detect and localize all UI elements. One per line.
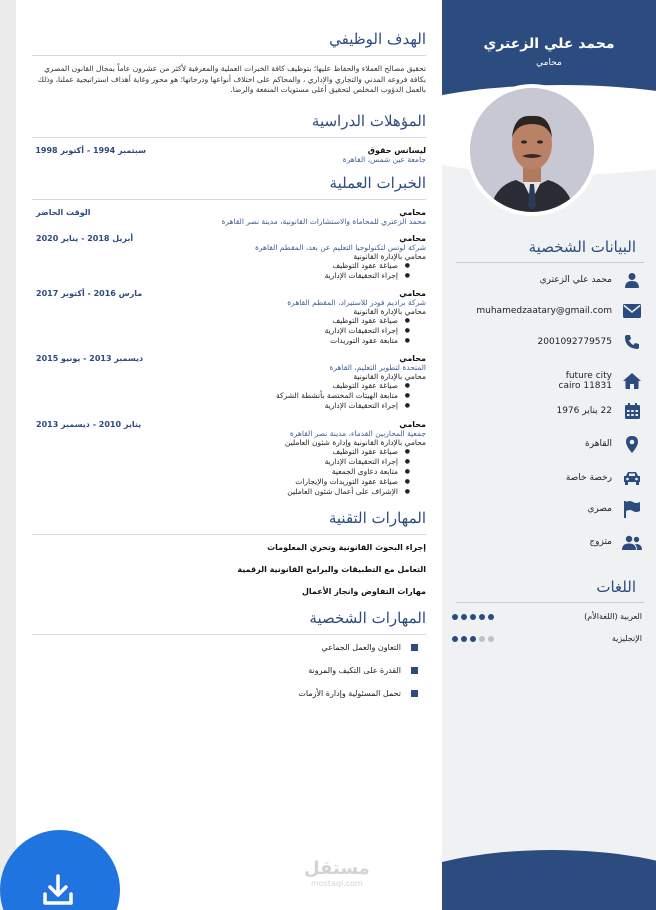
profile-role: محامي bbox=[536, 58, 562, 68]
sidebar-footer-band bbox=[442, 850, 656, 910]
language-name: الإنجليزية bbox=[611, 634, 642, 643]
personal-skills-heading: المهارات الشخصية bbox=[32, 609, 426, 635]
personal-info-text bbox=[476, 306, 612, 316]
experience-date: يناير 2010 - ديسمبر 2013 bbox=[36, 419, 142, 429]
experience-entry bbox=[32, 208, 426, 226]
duty-item: ● صياغة عقود التوظيف bbox=[146, 261, 398, 271]
duty-item: ● إجراء التحقيقات الإدارية bbox=[146, 457, 398, 467]
experience-title: محامي bbox=[399, 354, 426, 364]
experience-entry-body bbox=[146, 234, 426, 281]
experience-position: محامي بالإدارة القانونية وإدارة شئون العاملين bbox=[284, 437, 426, 447]
experience-duties bbox=[146, 261, 398, 281]
experience-title: محامي bbox=[399, 419, 426, 429]
experience-duties bbox=[146, 381, 398, 411]
experience-entry-body bbox=[146, 208, 426, 226]
main-column bbox=[16, 0, 442, 910]
personal-info-line: 22 يناير 1976 bbox=[556, 406, 612, 416]
experience-title: محامي bbox=[399, 233, 426, 243]
experience-date: ديسمبر 2013 - يونيو 2015 bbox=[36, 354, 144, 364]
personal-info-line: 2001092779575 bbox=[537, 337, 612, 347]
experience-entry-body bbox=[146, 354, 426, 411]
education-date: سبتمبر 1994 - أكتوبر 1998 bbox=[35, 145, 146, 155]
duty-item: ● متابعة الهيئات المختصة بأنشطة الشركة bbox=[146, 391, 398, 401]
experience-company: شركة براديم فودز للاستيراد، المقطم القاهرة bbox=[287, 297, 426, 307]
experience-entry bbox=[32, 234, 426, 281]
sidebar bbox=[442, 0, 656, 910]
duty-item: ● إجراء التحقيقات الإدارية bbox=[146, 326, 398, 336]
home-icon bbox=[622, 371, 642, 391]
personal-info-row bbox=[456, 328, 642, 356]
level-dot bbox=[488, 636, 494, 642]
duty-item: ● إجراء التحقيقات الإدارية bbox=[146, 401, 398, 411]
experience-duties bbox=[146, 447, 398, 498]
tech-skills-list bbox=[32, 543, 426, 596]
phone-icon bbox=[622, 332, 642, 352]
person-icon bbox=[622, 270, 642, 290]
experience-company: شركة لوتس لتكنولوجيا التعليم عن بعد، المقطم القاهرة bbox=[254, 242, 426, 252]
duty-item: ● متابعة عقود التوريدات bbox=[146, 336, 398, 346]
personal-skill-item bbox=[32, 643, 418, 652]
personal-skill-label: تحمل المسئولية وإدارة الأزمات bbox=[298, 689, 401, 699]
personal-info-row bbox=[456, 464, 642, 492]
level-dot bbox=[479, 636, 485, 642]
experience-position: محامي بالإدارة القانونية bbox=[353, 251, 426, 261]
experience-entry-body bbox=[146, 420, 426, 498]
duty-item: ● متابعة دعاوى الجمعية bbox=[146, 467, 398, 477]
level-dot bbox=[452, 636, 458, 642]
level-dot bbox=[461, 614, 467, 620]
personal-skill-item bbox=[32, 666, 418, 675]
experience-date: الوقت الحاضر bbox=[36, 207, 91, 217]
experience-company: محمد الزعتري للمحاماة والاستشارات القانونية، مدينة نصر القاهرة bbox=[221, 216, 426, 226]
profile-photo bbox=[466, 84, 598, 216]
language-level-dots bbox=[452, 614, 494, 620]
experience-date: أبريل 2018 - يناير 2020 bbox=[36, 233, 134, 243]
personal-info-text bbox=[566, 473, 612, 483]
personal-skill-item bbox=[32, 689, 418, 698]
language-row bbox=[452, 612, 642, 621]
personal-info-row bbox=[456, 364, 642, 398]
personal-info-text bbox=[589, 537, 612, 547]
personal-info-text bbox=[585, 439, 612, 449]
users-icon bbox=[622, 532, 642, 552]
level-dot bbox=[488, 614, 494, 620]
experience-company: المتحدة لتطوير التعليم، القاهرة bbox=[329, 363, 426, 373]
cv-page bbox=[16, 0, 656, 910]
personal-info-text bbox=[587, 504, 612, 514]
download-icon bbox=[40, 872, 76, 908]
car-icon bbox=[622, 468, 642, 488]
personal-info-line: القاهرة bbox=[585, 439, 612, 449]
experience-entry-body bbox=[146, 289, 426, 346]
personal-skills-list bbox=[32, 643, 426, 698]
experience-entry bbox=[32, 420, 426, 498]
personal-info-line-2: 11831 cairo bbox=[558, 381, 612, 391]
duty-item: ● الإشراف على أعمال شئون العاملين bbox=[146, 487, 398, 497]
tech-skills-heading: المهارات التقنية bbox=[32, 509, 426, 535]
flag-icon bbox=[622, 499, 642, 519]
personal-skill-label: التعاون والعمل الجماعي bbox=[321, 643, 401, 653]
duty-item: ● صياغة عقود التوريدات والإيجارات bbox=[146, 477, 398, 487]
duty-item: ● صياغة عقود التوظيف bbox=[146, 316, 398, 326]
personal-info-row bbox=[456, 266, 642, 294]
education-entry bbox=[32, 146, 426, 164]
languages-divider bbox=[456, 602, 644, 603]
languages-heading: اللغات bbox=[596, 578, 636, 596]
personal-info-line: رخصة خاصة bbox=[565, 473, 612, 483]
personal-info-line: muhamedzaatary@gmail.com bbox=[476, 306, 612, 316]
experience-duties bbox=[146, 316, 398, 346]
personal-info-row bbox=[456, 297, 642, 325]
duty-item: ● إجراء التحقيقات الإدارية bbox=[146, 271, 398, 281]
personal-info-heading: البيانات الشخصية bbox=[528, 238, 636, 256]
watermark-brand: مستقل bbox=[304, 858, 370, 879]
mostaql-watermark bbox=[304, 858, 370, 888]
level-dot bbox=[479, 614, 485, 620]
location-pin-icon bbox=[622, 434, 642, 454]
duty-item: ● صياغة عقود التوظيف bbox=[146, 381, 398, 391]
experience-entry bbox=[32, 289, 426, 346]
personal-info-divider bbox=[456, 262, 644, 263]
personal-info-row bbox=[456, 495, 642, 523]
personal-info-text bbox=[556, 406, 612, 416]
personal-info-row bbox=[456, 528, 642, 556]
calendar-icon bbox=[622, 401, 642, 421]
education-degree: ليسانس حقوق bbox=[367, 145, 426, 155]
language-row bbox=[452, 634, 642, 643]
level-dot bbox=[470, 636, 476, 642]
personal-info-text bbox=[538, 337, 612, 347]
experience-date: مارس 2016 - أكتوبر 2017 bbox=[36, 288, 143, 298]
experience-position: محامي بالإدارة القانونية bbox=[353, 306, 426, 316]
level-dot bbox=[461, 636, 467, 642]
mail-icon bbox=[622, 301, 642, 321]
experience-title: محامي bbox=[399, 288, 426, 298]
language-name: العربية (اللغةالأم) bbox=[584, 612, 642, 621]
objective-text: تحقيق مصالح العملاء والحفاظ عليها؛ بتوظيف كافة الخبرات العملية والمعرفية لأكثر من عشرون عاماً بمجال القانون المصري بكافة فروعه المدني والتجاري والإداري ، والمحاكم على اختلاف أنواعها ودرجاتها؛ هو محور وغاية أهداف استراتيجية عملنا، وذلك بالعمل الدؤوب المخلص لتحقيق أعلى مستويات المنفعة والرضا. bbox=[37, 64, 426, 94]
personal-info-text bbox=[559, 371, 613, 391]
level-dot bbox=[470, 614, 476, 620]
education-heading: المؤهلات الدراسية bbox=[32, 112, 426, 138]
bullet-square-icon bbox=[411, 667, 418, 674]
tech-skill-item: التعامل مع التطبيقات والبرامج القانونية الرقمية bbox=[237, 565, 426, 575]
education-list bbox=[32, 146, 426, 164]
experience-company: جمعية المحاربين القدماء، مدينة نصر القاهرة bbox=[289, 428, 426, 438]
personal-info-line: مصري bbox=[587, 504, 612, 514]
watermark-domain: mostaql.com bbox=[311, 879, 363, 888]
personal-info-line: محمد علي الزعتري bbox=[539, 275, 612, 285]
objective-heading: الهدف الوظيفي bbox=[32, 30, 426, 56]
level-dot bbox=[452, 614, 458, 620]
bullet-square-icon bbox=[411, 690, 418, 697]
tech-skill-item: مهارات التفاوض وانجاز الأعمال bbox=[301, 587, 426, 597]
experience-title: محامي bbox=[399, 207, 426, 217]
experience-position: محامي بالإدارة القانونية bbox=[353, 372, 426, 382]
tech-skill-item: إجراء البحوث القانونية وتحري المعلومات bbox=[267, 543, 426, 553]
personal-info-line: future city bbox=[565, 371, 612, 381]
language-level-dots bbox=[452, 636, 494, 642]
personal-info-row bbox=[456, 430, 642, 458]
experience-list bbox=[32, 208, 426, 498]
bullet-square-icon bbox=[411, 644, 418, 651]
personal-info-row bbox=[456, 397, 642, 425]
education-institution: جامعة عين شمس، القاهرة bbox=[342, 154, 426, 164]
personal-info-text bbox=[540, 275, 612, 285]
experience-entry bbox=[32, 354, 426, 411]
profile-name: محمد علي الزعتري bbox=[483, 36, 615, 52]
duty-item: ● صياغة عقود التوظيف bbox=[146, 447, 398, 457]
personal-info-line: متزوج bbox=[589, 537, 612, 547]
experience-heading: الخبرات العملية bbox=[32, 174, 426, 200]
personal-skill-label: القدرة على التكيف والمرونة bbox=[308, 666, 401, 676]
education-entry-body bbox=[146, 146, 426, 164]
